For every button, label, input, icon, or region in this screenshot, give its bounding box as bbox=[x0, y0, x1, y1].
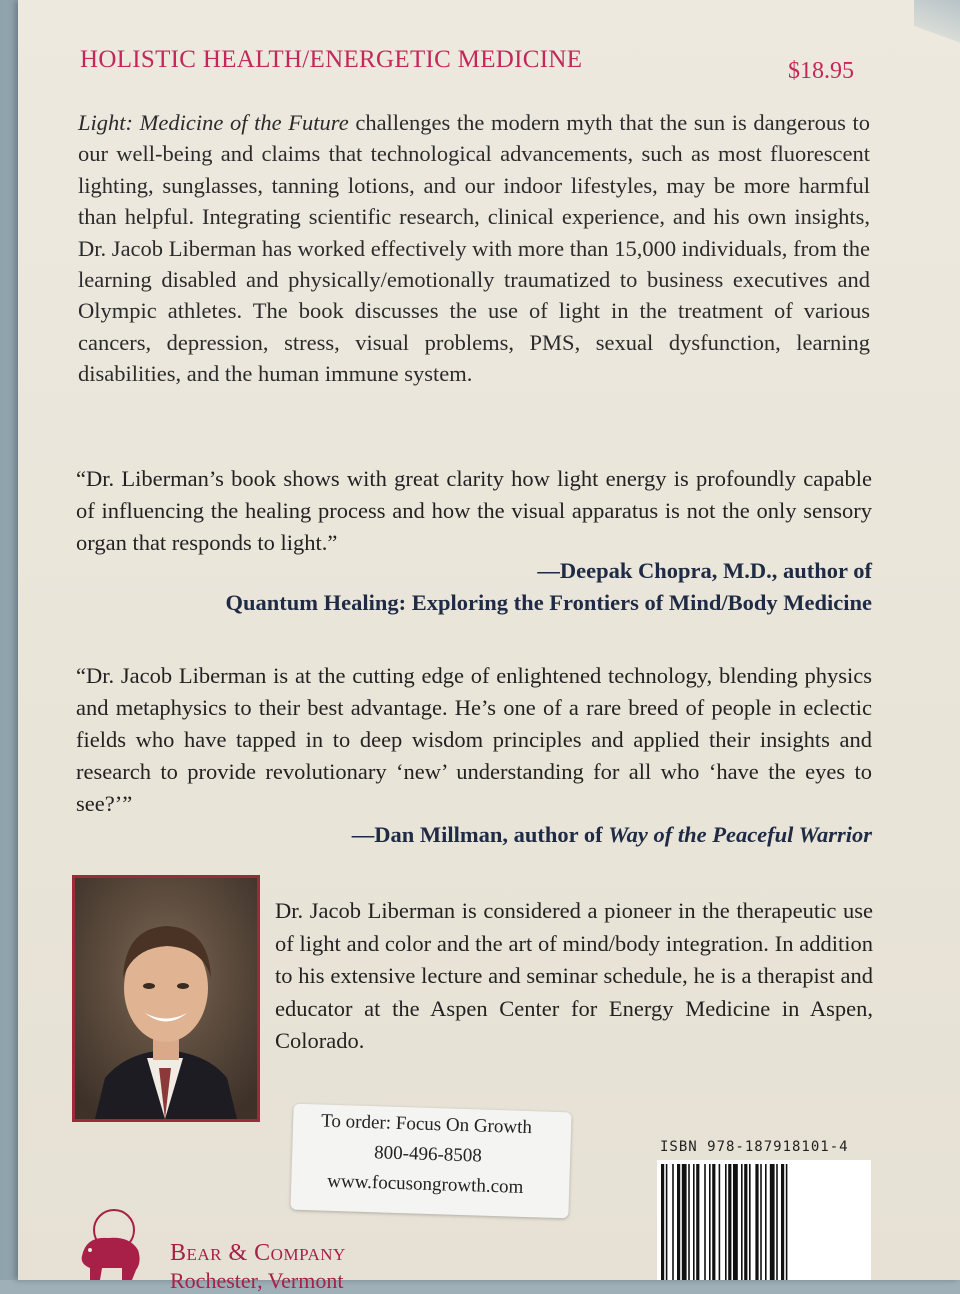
publisher-name: Bear & Company bbox=[170, 1240, 346, 1266]
barcode-bar bbox=[749, 1164, 751, 1280]
order-website: www.focusongrowth.com bbox=[326, 1170, 524, 1198]
barcode-bar bbox=[682, 1164, 687, 1280]
endorsement-source-book-2: Way of the Peaceful Warrior bbox=[608, 822, 872, 847]
barcode-bar bbox=[696, 1164, 699, 1280]
barcode-bar bbox=[765, 1164, 767, 1280]
barcode-bar bbox=[709, 1164, 711, 1280]
barcode-bar bbox=[744, 1164, 747, 1280]
barcode-bar bbox=[672, 1164, 674, 1280]
barcode-bar bbox=[693, 1164, 695, 1280]
book-description-text: challenges the modern myth that the sun is dangerous to our well-being and claims that technological advancements, such as most fluorescent lighting, sunglasses, tanning lotions, and our indoor lifestyles, may be more harmful than helpful. Integrating scientific research, clinical experience, and his own insights, Dr. Jacob Liberman has worked effectively with more than 15,000 individuals, from the learning disabled and physically/emotionally traumatized to business executives and Olympic athletes. The book discusses the use of light in the treatment of various cancers, depression, stress, visual problems, PMS, sexual dysfunction, learning disabilities, and the human immune system. bbox=[78, 110, 871, 387]
barcode-bar bbox=[725, 1164, 727, 1280]
book-title: Light: Medicine of the Future bbox=[78, 110, 349, 135]
endorsement-attribution-2-text: —Dan Millman, author of bbox=[351, 822, 603, 847]
isbn-label: ISBN 978-187918101-4 bbox=[660, 1139, 849, 1155]
endorsement-attribution-2 bbox=[352, 822, 872, 848]
barcode-bar bbox=[741, 1164, 743, 1280]
barcode-bar bbox=[661, 1164, 664, 1280]
endorsement-source-book-1: Quantum Healing: Exploring the Frontiers of Mind/Body Medicine bbox=[225, 590, 872, 615]
publisher-location: Rochester, Vermont bbox=[170, 1268, 344, 1293]
barcode-bar bbox=[733, 1164, 738, 1280]
endorsement-quote-1: “Dr. Liberman’s book shows with great clarity how light energy is profoundly capable of influencing the healing process and how the visual apparatus is not the only sensory organ that responds to light.” bbox=[76, 466, 872, 555]
barcode-bar bbox=[760, 1164, 762, 1280]
bear-logo-icon bbox=[78, 1206, 144, 1280]
author-bio: Dr. Jacob Liberman is considered a pioneer in the therapeutic use of light and color and the art of mind/body integration. In addition to his extensive lecture and seminar schedule, he is a therapist and educator at the Aspen Center for Energy Medicine in Aspen, Colorado. bbox=[275, 898, 873, 1053]
barcode-bar bbox=[755, 1164, 758, 1280]
barcode bbox=[657, 1160, 871, 1280]
barcode-bar bbox=[712, 1164, 715, 1280]
category-label: HOLISTIC HEALTH/ENERGETIC MEDICINE bbox=[80, 46, 583, 73]
barcode-bar bbox=[728, 1164, 731, 1280]
barcode-bar bbox=[781, 1164, 784, 1280]
barcode-bar bbox=[666, 1164, 668, 1280]
endorsement-attribution-1: —Deepak Chopra, M.D., author of bbox=[537, 558, 872, 583]
barcode-bar bbox=[776, 1164, 778, 1280]
barcode-bar bbox=[677, 1164, 680, 1280]
barcode-bar bbox=[688, 1164, 690, 1280]
endorsement-quote-2: “Dr. Jacob Liberman is at the cutting edge of enlightened technology, blending physics and metaphysics to their best advantage. He’s one of a rare breed of people in eclectic fields who have tapped in to deep wisdom principles and applied their insights and research to provide revolutionary ‘new’ understanding for all who ‘have the eyes to see?’” bbox=[76, 663, 872, 816]
barcode-bar bbox=[770, 1164, 775, 1280]
book-description bbox=[78, 107, 870, 390]
author-photo bbox=[72, 875, 260, 1122]
author-portrait-illustration bbox=[75, 878, 257, 1119]
price-label: $18.95 bbox=[788, 58, 854, 84]
barcode-bar bbox=[786, 1164, 788, 1280]
order-phone: 800-496-8508 bbox=[373, 1142, 483, 1167]
order-sticker bbox=[290, 1104, 571, 1219]
torn-corner bbox=[914, 0, 960, 60]
barcode-bar bbox=[704, 1164, 706, 1280]
order-sticker-line-1: To order: Focus On Growth bbox=[320, 1110, 533, 1139]
barcode-bar bbox=[719, 1164, 721, 1280]
